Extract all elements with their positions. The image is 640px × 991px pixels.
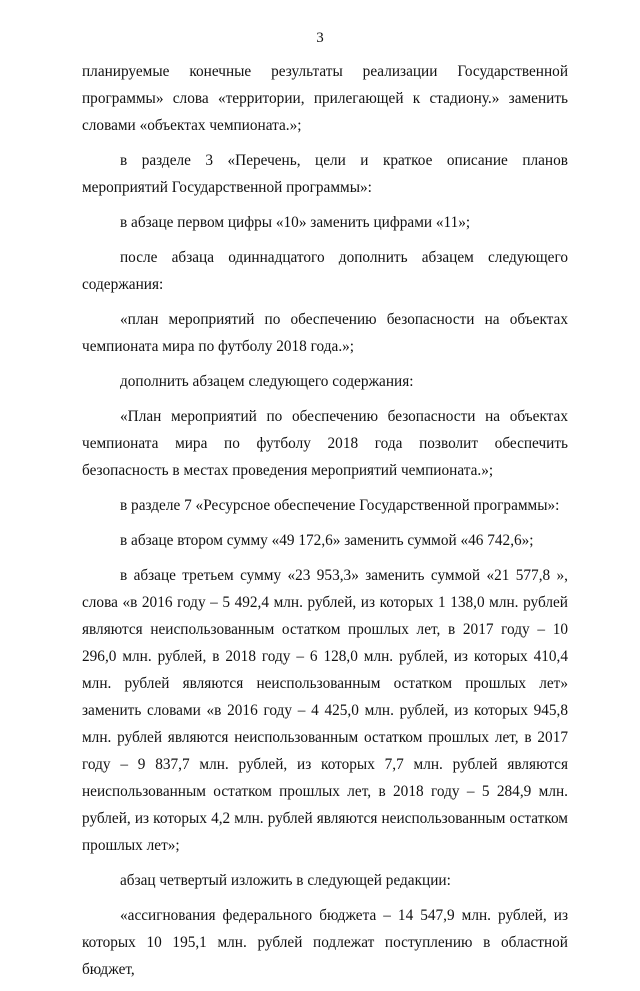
paragraph-5: «план мероприятий по обеспечению безопасности на объектах чемпионата мира по футболу 2018 года.»; xyxy=(82,311,568,355)
paragraph-6: дополнить абзацем следующего содержания: xyxy=(120,373,414,390)
paragraph-9: в абзаце втором сумму «49 172,6» заменить суммой «46 742,6»; xyxy=(120,532,534,549)
paragraph-11: абзац четвертый изложить в следующей редакции: xyxy=(120,872,451,889)
paragraph-8: в разделе 7 «Ресурсное обеспечение Государственной программы»: xyxy=(120,497,560,514)
paragraph-12: «ассигнования федерального бюджета – 14 547,9 млн. рублей, из которых 10 195,1 млн. рублей подлежат поступлению в областной бюджет, xyxy=(82,907,568,978)
paragraph-7: «План мероприятий по обеспечению безопасности на объектах чемпионата мира по футболу 2018 года позволит обеспечить безопасность в местах проведения мероприятий чемпионата.»; xyxy=(82,408,568,479)
page-number: 3 xyxy=(316,30,324,46)
paragraph-3: в абзаце первом цифры «10» заменить цифрами «11»; xyxy=(120,214,471,231)
paragraph-1: планируемые конечные результаты реализации Государственной программы» слова «территории, прилегающей к стадиону.» заменить словами «объектах чемпионата.»; xyxy=(82,63,568,134)
paragraph-10: в абзаце третьем сумму «23 953,3» заменить суммой «21 577,8 », слова «в 2016 году – 5 492,4 млн. рублей, из которых 1 138,0 млн. рублей являются неиспользованным остатком прошлых лет, в 2017 году – 10 296,0 млн. рублей, в 2018 году – 6 128,0 млн. рублей, из которых 410,4 млн. рублей являются неиспользованным остатком прошлых лет» заменить словами «в 2016 году – 4 425,0 млн. рублей, из которых 945,8 млн. рублей являются неиспользованным остатком прошлых лет, в 2017 году – 9 837,7 млн. рублей, из которых 7,7 млн. рублей являются неиспользованным остатком прошлых лет, в 2018 году – 5 284,9 млн. рублей, из которых 4,2 млн. рублей являются неиспользованным остатком прошлых лет»; xyxy=(82,567,568,854)
paragraph-4: после абзаца одиннадцатого дополнить абзацем следующего содержания: xyxy=(82,249,568,293)
document-body xyxy=(82,58,568,991)
paragraph-2: в разделе 3 «Перечень, цели и краткое описание планов мероприятий Государственной программы»: xyxy=(82,152,568,196)
